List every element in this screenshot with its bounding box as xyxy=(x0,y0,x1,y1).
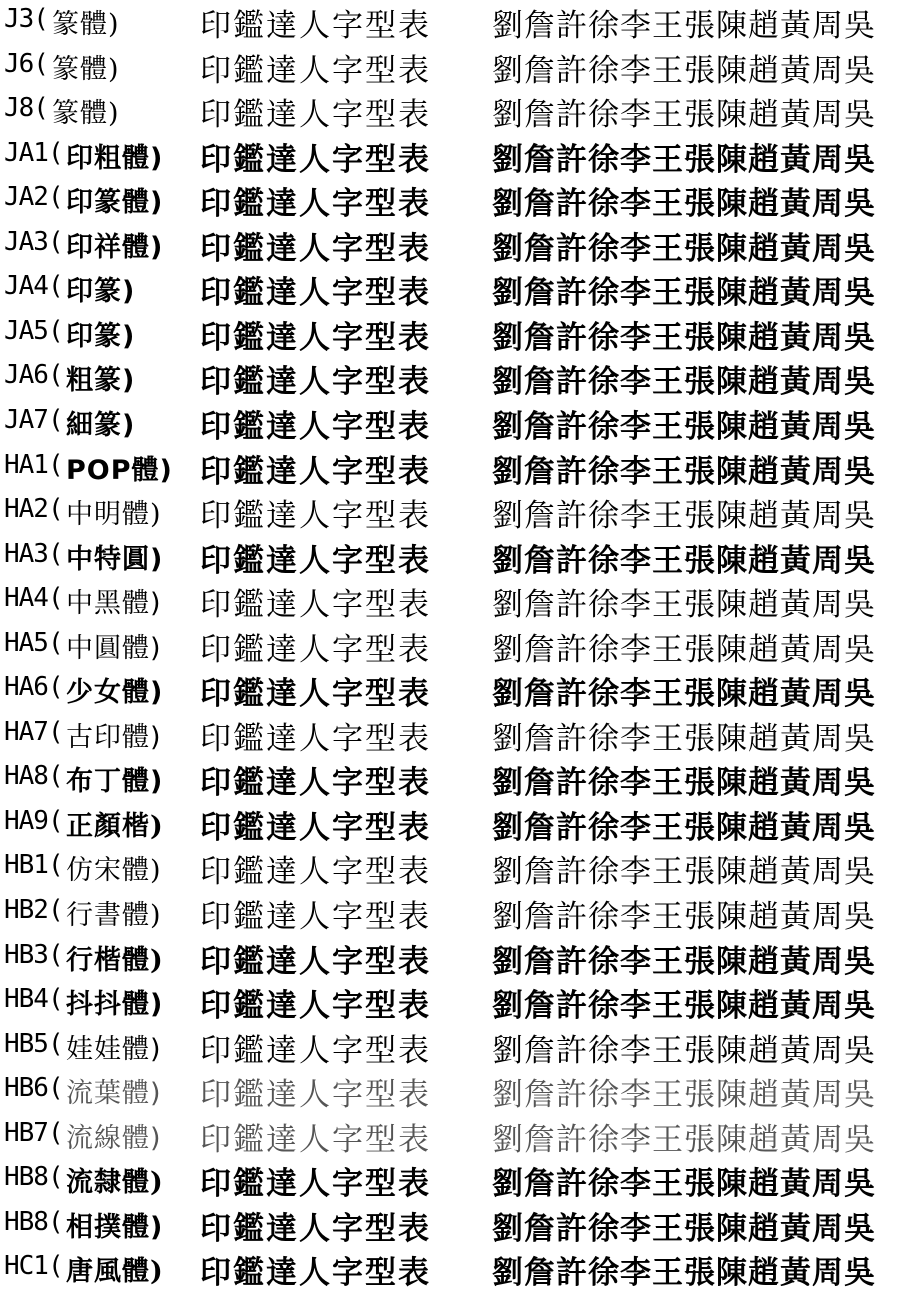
font-name: 流線體) xyxy=(66,1122,162,1154)
font-row xyxy=(0,446,912,490)
font-row xyxy=(0,713,912,757)
font-row xyxy=(0,579,912,623)
sample-text-1: 印鑑達人字型表 xyxy=(200,230,431,267)
font-code: JA5( xyxy=(4,315,63,346)
font-code: HB8( xyxy=(4,1162,63,1193)
font-code: HB8( xyxy=(4,1206,63,1237)
font-name: 行楷體) xyxy=(66,944,164,976)
font-code: J6( xyxy=(4,48,48,79)
font-code: JA7( xyxy=(4,404,63,435)
font-name: 細篆) xyxy=(66,409,136,441)
sample-text-2: 劉詹許徐李王張陳趙黃周吳 xyxy=(492,498,876,535)
font-code: J8( xyxy=(4,93,48,124)
sample-text-1: 印鑑達人字型表 xyxy=(200,453,431,490)
sample-text-1: 印鑑達人字型表 xyxy=(200,988,431,1025)
font-name: POP體) xyxy=(66,454,173,486)
font-code: HA5( xyxy=(4,627,63,658)
font-code: HA6( xyxy=(4,672,63,703)
sample-text-1: 印鑑達人字型表 xyxy=(200,943,431,980)
font-row xyxy=(0,1247,912,1291)
font-name: 流葉體) xyxy=(66,1078,162,1110)
font-name: 少女體) xyxy=(66,677,164,709)
sample-text-2: 劉詹許徐李王張陳趙黃周吳 xyxy=(492,854,876,891)
font-code: JA1( xyxy=(4,137,63,168)
font-name: 行書體) xyxy=(66,900,162,931)
sample-text-2: 劉詹許徐李王張陳趙黃周吳 xyxy=(492,1077,876,1114)
font-code: HB4( xyxy=(4,984,63,1015)
sample-text-1: 印鑑達人字型表 xyxy=(200,1121,431,1158)
sample-text-2: 劉詹許徐李王張陳趙黃周吳 xyxy=(492,319,876,356)
font-code: HA2( xyxy=(4,494,63,525)
font-name: 正顏楷) xyxy=(66,810,164,842)
font-row xyxy=(0,490,912,534)
sample-text-1: 印鑑達人字型表 xyxy=(200,631,431,668)
font-code: JA6( xyxy=(4,360,63,391)
font-row xyxy=(0,45,912,89)
font-row xyxy=(0,1158,912,1202)
sample-text-1: 印鑑達人字型表 xyxy=(200,809,431,846)
sample-text-2: 劉詹許徐李王張陳趙黃周吳 xyxy=(492,8,876,44)
font-row xyxy=(0,223,912,267)
font-code: JA2( xyxy=(4,182,63,213)
font-code: J3( xyxy=(4,4,48,34)
sample-text-1: 印鑑達人字型表 xyxy=(200,899,431,935)
sample-text-2: 劉詹許徐李王張陳趙黃周吳 xyxy=(492,408,876,445)
font-name: 流隸體) xyxy=(66,1167,164,1199)
sample-text-2: 劉詹許徐李王張陳趙黃周吳 xyxy=(492,230,876,267)
sample-text-1: 印鑑達人字型表 xyxy=(200,676,431,713)
sample-text-1: 印鑑達人字型表 xyxy=(200,1166,431,1203)
font-code: HA4( xyxy=(4,583,63,614)
font-name: 印篆) xyxy=(66,276,136,308)
sample-text-2: 劉詹許徐李王張陳趙黃周吳 xyxy=(492,809,876,846)
font-row xyxy=(0,267,912,311)
font-row xyxy=(0,1025,912,1069)
sample-text-2: 劉詹許徐李王張陳趙黃周吳 xyxy=(492,765,876,802)
sample-text-2: 劉詹許徐李王張陳趙黃周吳 xyxy=(492,676,876,713)
sample-text-1: 印鑑達人字型表 xyxy=(200,720,431,757)
font-code: HA8( xyxy=(4,761,63,792)
sample-text-1: 印鑑達人字型表 xyxy=(200,275,431,312)
sample-text-2: 劉詹許徐李王張陳趙黃周吳 xyxy=(492,1166,876,1203)
sample-text-2: 劉詹許徐李王張陳趙黃周吳 xyxy=(492,988,876,1025)
font-code: HC1( xyxy=(4,1251,63,1282)
sample-text-2: 劉詹許徐李王張陳趙黃周吳 xyxy=(492,587,876,624)
font-row xyxy=(0,401,912,445)
sample-text-2: 劉詹許徐李王張陳趙黃周吳 xyxy=(492,542,876,579)
font-code: JA4( xyxy=(4,271,63,302)
font-code: HB6( xyxy=(4,1073,63,1104)
font-name: 仿宋體) xyxy=(66,855,162,887)
font-row xyxy=(0,356,912,400)
font-name: 中黑體) xyxy=(66,588,162,620)
sample-text-1: 印鑑達人字型表 xyxy=(200,542,431,579)
font-name: 印篆) xyxy=(66,320,136,352)
font-row xyxy=(0,0,912,44)
sample-text-2: 劉詹許徐李王張陳趙黃周吳 xyxy=(492,899,876,935)
sample-text-1: 印鑑達人字型表 xyxy=(200,97,431,134)
sample-text-1: 印鑑達人字型表 xyxy=(200,587,431,624)
font-row xyxy=(0,89,912,133)
font-name: 中特圓) xyxy=(66,543,164,575)
font-name: 篆體) xyxy=(52,98,120,130)
font-code: HB3( xyxy=(4,939,63,970)
sample-text-2: 劉詹許徐李王張陳趙黃周吳 xyxy=(492,720,876,757)
sample-text-2: 劉詹許徐李王張陳趙黃周吳 xyxy=(492,275,876,312)
font-row xyxy=(0,802,912,846)
sample-text-2: 劉詹許徐李王張陳趙黃周吳 xyxy=(492,141,876,178)
font-row xyxy=(0,178,912,222)
sample-text-2: 劉詹許徐李王張陳趙黃周吳 xyxy=(492,943,876,980)
font-row xyxy=(0,624,912,668)
sample-text-2: 劉詹許徐李王張陳趙黃周吳 xyxy=(492,1210,876,1247)
font-name: 印粗體) xyxy=(66,142,164,174)
sample-text-2: 劉詹許徐李王張陳趙黃周吳 xyxy=(492,52,876,89)
font-code: HA3( xyxy=(4,538,63,569)
font-name: 篆體) xyxy=(52,9,120,40)
sample-text-1: 印鑑達人字型表 xyxy=(200,364,431,401)
font-row xyxy=(0,312,912,356)
sample-text-1: 印鑑達人字型表 xyxy=(200,186,431,223)
font-name: 印祥體) xyxy=(66,231,164,263)
font-row xyxy=(0,668,912,712)
sample-text-2: 劉詹許徐李王張陳趙黃周吳 xyxy=(492,1255,876,1292)
font-name: 相撲體) xyxy=(66,1211,164,1243)
font-row xyxy=(0,936,912,980)
font-row xyxy=(0,1203,912,1247)
sample-text-1: 印鑑達人字型表 xyxy=(200,1255,431,1292)
sample-text-1: 印鑑達人字型表 xyxy=(200,765,431,802)
font-row xyxy=(0,134,912,178)
font-row xyxy=(0,535,912,579)
font-code: HB2( xyxy=(4,895,63,925)
font-code: JA3( xyxy=(4,226,63,257)
font-name: 篆體) xyxy=(52,53,120,85)
sample-text-1: 印鑑達人字型表 xyxy=(200,408,431,445)
sample-text-2: 劉詹許徐李王張陳趙黃周吳 xyxy=(492,1032,876,1069)
sample-text-1: 印鑑達人字型表 xyxy=(200,319,431,356)
font-code: HB1( xyxy=(4,850,63,881)
sample-text-2: 劉詹許徐李王張陳趙黃周吳 xyxy=(492,1121,876,1158)
sample-text-2: 劉詹許徐李王張陳趙黃周吳 xyxy=(492,364,876,401)
font-code: HA9( xyxy=(4,805,63,836)
sample-text-1: 印鑑達人字型表 xyxy=(200,1077,431,1114)
font-name: 中明體) xyxy=(66,499,162,531)
font-name: 古印體) xyxy=(66,721,162,753)
sample-text-1: 印鑑達人字型表 xyxy=(200,1210,431,1247)
font-name: 粗篆) xyxy=(66,365,136,397)
sample-text-1: 印鑑達人字型表 xyxy=(200,8,431,44)
font-code: HB5( xyxy=(4,1028,63,1059)
sample-text-2: 劉詹許徐李王張陳趙黃周吳 xyxy=(492,631,876,668)
sample-text-1: 印鑑達人字型表 xyxy=(200,854,431,891)
sample-text-2: 劉詹許徐李王張陳趙黃周吳 xyxy=(492,97,876,134)
sample-text-1: 印鑑達人字型表 xyxy=(200,141,431,178)
font-name: 布丁體) xyxy=(66,766,164,798)
font-row xyxy=(0,757,912,801)
sample-text-1: 印鑑達人字型表 xyxy=(200,52,431,89)
font-row xyxy=(0,891,912,935)
font-name: 抖抖體) xyxy=(66,989,164,1021)
font-name: 印篆體) xyxy=(66,187,164,219)
font-row xyxy=(0,980,912,1024)
font-name: 中圓體) xyxy=(66,632,162,664)
font-code: HB7( xyxy=(4,1117,63,1148)
font-row xyxy=(0,846,912,890)
font-name: 娃娃體) xyxy=(66,1033,162,1065)
sample-text-2: 劉詹許徐李王張陳趙黃周吳 xyxy=(492,453,876,490)
font-row xyxy=(0,1069,912,1113)
font-name: 唐風體) xyxy=(66,1256,164,1288)
sample-text-1: 印鑑達人字型表 xyxy=(200,1032,431,1069)
font-code: HA1( xyxy=(4,449,63,480)
sample-text-1: 印鑑達人字型表 xyxy=(200,498,431,535)
font-code: HA7( xyxy=(4,716,63,747)
sample-text-2: 劉詹許徐李王張陳趙黃周吳 xyxy=(492,186,876,223)
font-row xyxy=(0,1114,912,1158)
